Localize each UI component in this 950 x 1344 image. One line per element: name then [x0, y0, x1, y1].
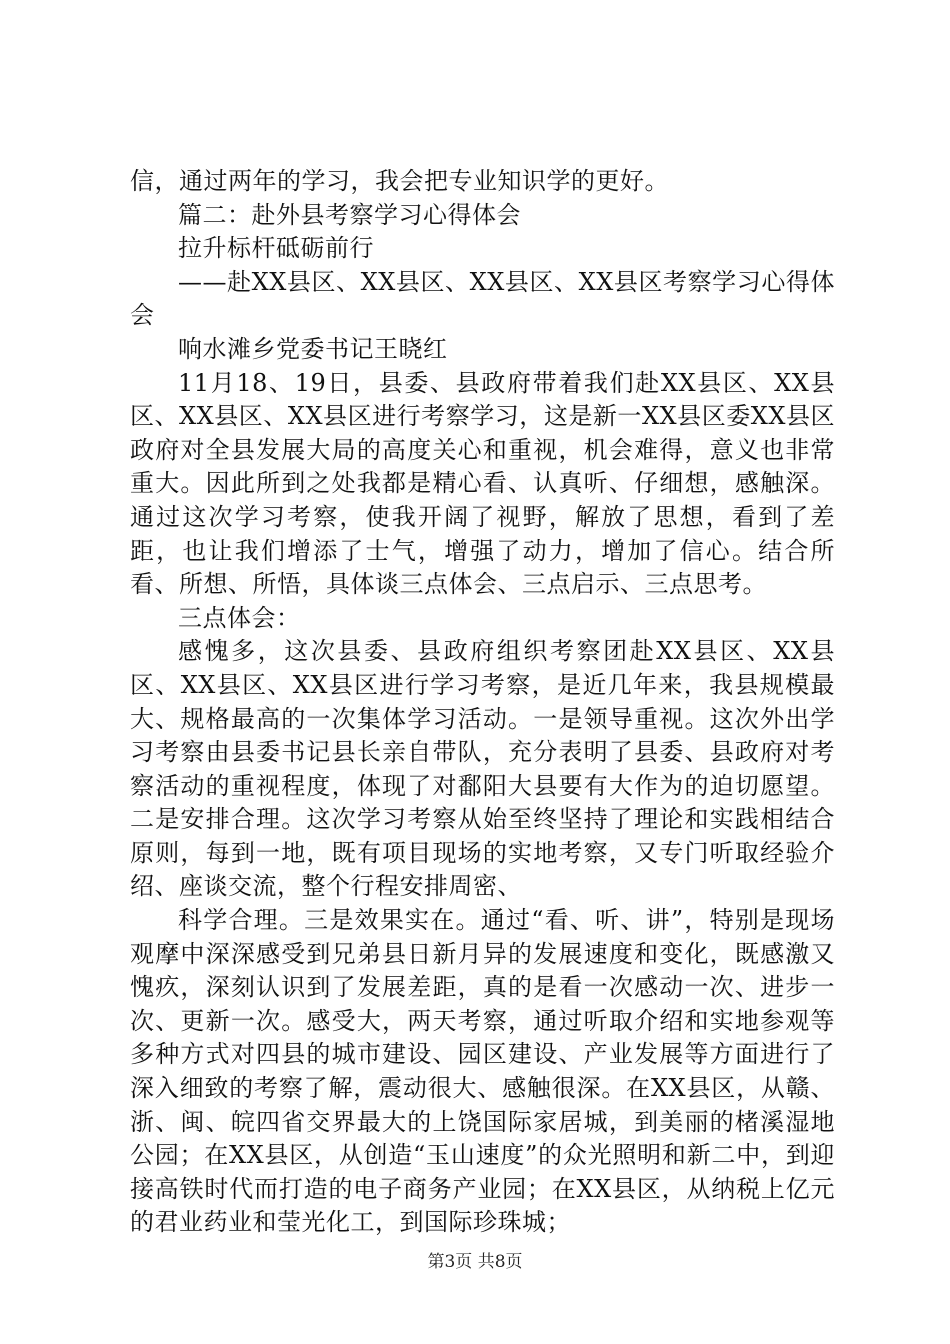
paragraph-4: 响水滩乡党委书记王晓红 [178, 334, 448, 363]
paragraph-1: 篇二：赴外县考察学习心得体会 [178, 200, 521, 229]
paragraph-0: 信，通过两年的学习，我会把专业知识学的更好。 [130, 167, 669, 195]
paragraph-7: 感愧多，这次县委、县政府组织考察团赴XX县区、XX县区、XX县区、XX县区进行学习考察，是近几年来，我县规模最大、规格最高的一次集体学习活动。一是领导重视。这次外出学习考察由县委书记县长亲自带队，充分表明了县委、县政府对考察活动的重视程度，体现了对鄱阳大县要有大作为的迫切愿望。二是安排合理。这次学习考察从始至终坚持了理论和实践相结合原则，每到一地，既有项目现场的实地考察，又专门听取经验介绍、座谈交流，整个行程安排周密、 [130, 637, 835, 901]
document-body [130, 165, 835, 1240]
paragraph-5: 11月18、19日，县委、县政府带着我们赴XX县区、XX县区、XX县区、XX县区进行考察学习，这是新一XX县区委XX县区政府对全县发展大局的高度关心和重视，机会难得，意义也非常重大。因此所到之处我都是精心看、认真听、仔细想，感触深。通过这次学习考察，使我开阔了视野，解放了思想，看到了差距，也让我们增添了士气，增强了动力，增加了信心。结合所看、所想、所悟，具体谈三点体会、三点启示、三点思考。 [130, 368, 835, 599]
page-footer: 第3页 共8页 [427, 1252, 523, 1272]
paragraph-2: 拉升标杆砥砺前行 [178, 234, 374, 263]
paragraph-3: ——赴XX县区、XX县区、XX县区、XX县区考察学习心得体会 [130, 267, 835, 330]
paragraph-6: 三点体会： [178, 603, 301, 632]
paragraph-8: 科学合理。三是效果实在。通过“看、听、讲”，特别是现场观摩中深深感受到兄弟县日新月异的发展速度和变化，既感激又愧疚，深刻认识到了发展差距，真的是看一次感动一次、进步一次、更新一次。感受大，两天考察，通过听取介绍和实地参观等多种方式对四县的城市建设、园区建设、产业发展等方面进行了深入细致的考察了解，震动很大、感触很深。在XX县区，从赣、浙、闽、皖四省交界最大的上饶国际家居城，到美丽的楮溪湿地公园；在XX县区，从创造“玉山速度”的众光照明和新二中，到迎接高铁时代而打造的电子商务产业园；在XX县区，从纳税上亿元的君业药业和莹光化工，到国际珍珠城； [130, 906, 835, 1237]
